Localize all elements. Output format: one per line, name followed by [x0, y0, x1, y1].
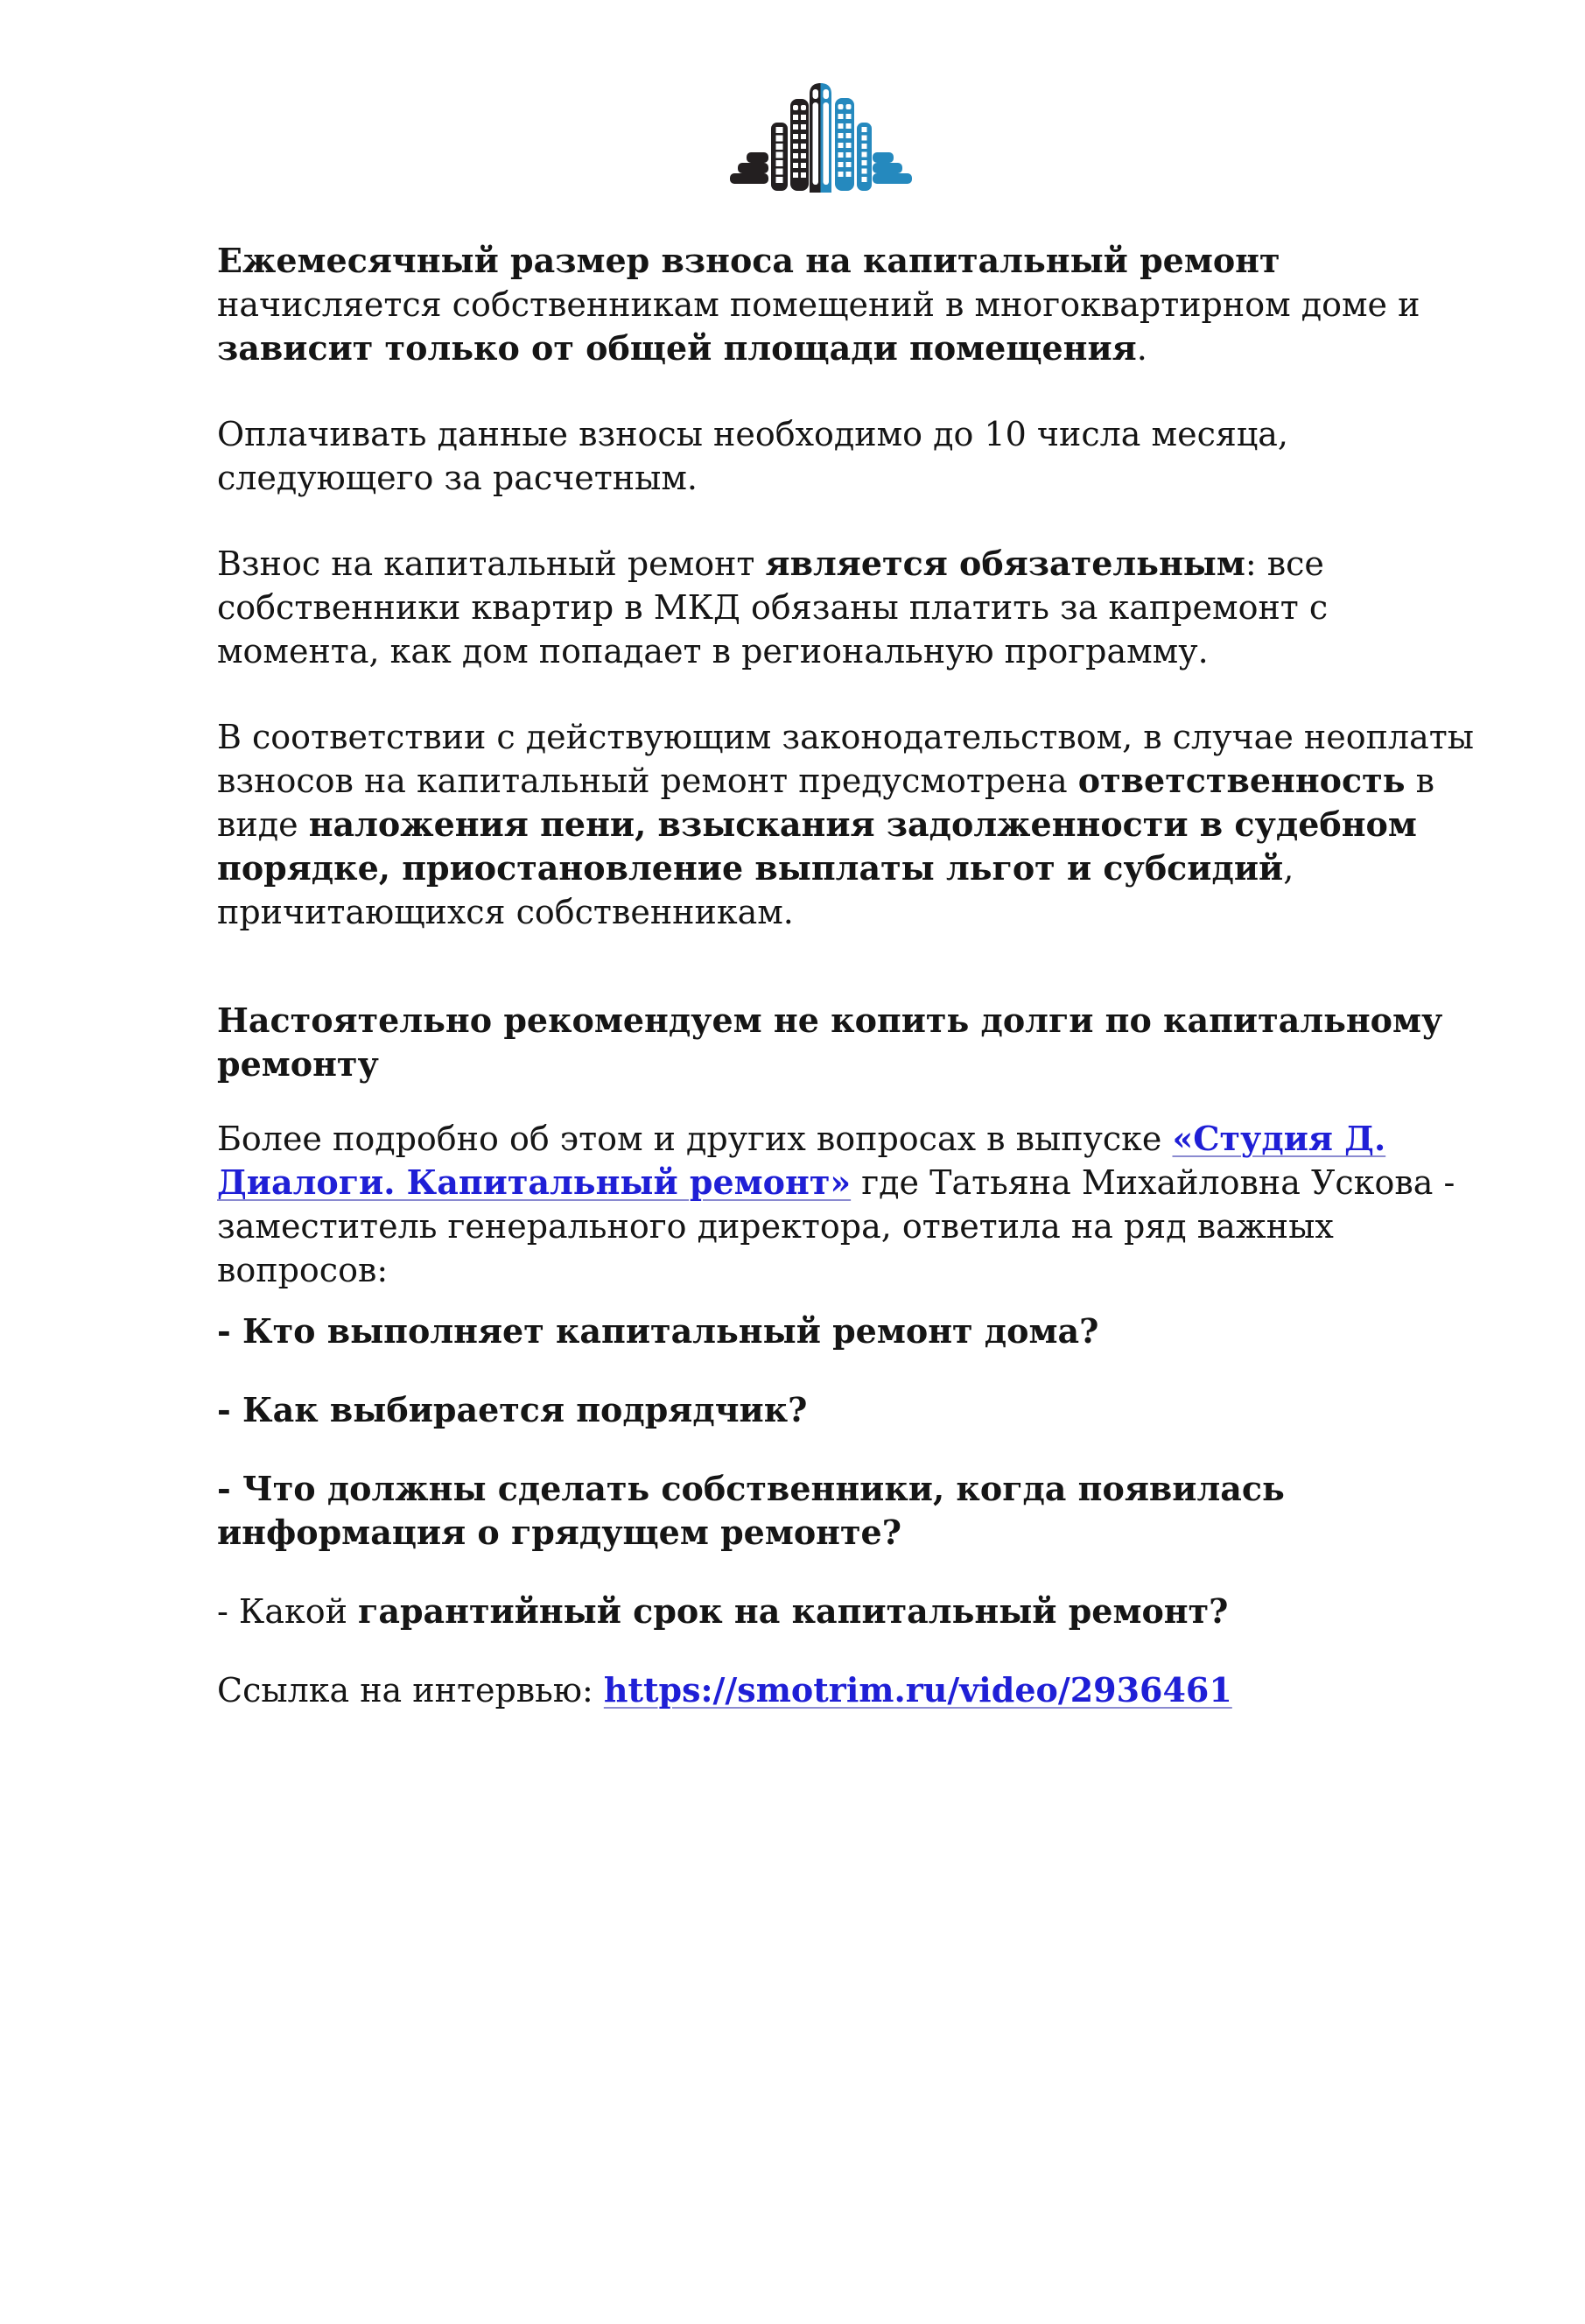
penalties-bold: наложения пени, взыскания задолженности в судебном порядке, приостановление выплаты льгот и субсидий: [217, 804, 1417, 888]
question-text: - Кто выполняет капитальный ремонт дома?: [217, 1311, 1099, 1351]
monthly-fee-text: начисляется собственникам помещений в многоквартирном доме и: [217, 285, 1420, 324]
area-dependency-bold: зависит только от общей площади помещения: [217, 328, 1137, 368]
question-text: - Что должны сделать собственники, когда появилась информация о грядущем ремонте?: [217, 1469, 1285, 1552]
buildings-logo-icon: [730, 83, 912, 193]
studio-d-link[interactable]: «Студия Д. Диалоги. Капитальный ремонт»: [217, 1119, 1386, 1202]
liability-mid-text: в виде: [217, 762, 1434, 844]
logo-black-buildings: [730, 83, 821, 193]
period-text: .: [1136, 329, 1147, 368]
question-lead-text: - Какой: [217, 1592, 359, 1631]
interview-intro-paragraph: [217, 1117, 1482, 1292]
document-body: [0, 239, 1482, 1712]
interview-tail-text: где Татьяна Михайловна Ускова - заместитель генерального директора, ответила на ряд важных вопросов:: [217, 1163, 1455, 1289]
link-label-text: Ссылка на интервью:: [217, 1671, 604, 1710]
law-lead-text: В соответствии с действующим законодательством, в случае неоплаты взносов на капитальный ремонт предусмотрена: [217, 718, 1474, 800]
question-text: - Как выбирается подрядчик?: [217, 1390, 808, 1429]
question-bold-text: гарантийный срок на капитальный ремонт?: [358, 1591, 1229, 1631]
liability-bold: ответственность: [1077, 761, 1406, 800]
interview-lead-text: Более подробно об этом и других вопросах в выпуске: [217, 1120, 1173, 1158]
question-item-contractor: [217, 1388, 1482, 1432]
fee-lead-text: Взнос на капитальный ремонт: [217, 544, 766, 583]
document-page: [0, 83, 1585, 2324]
mandatory-fee-paragraph: [217, 542, 1482, 673]
fee-tail-text: : все собственники квартир в МКД обязаны платить за капремонт с момента, как дом попадает в региональную программу.: [217, 544, 1329, 671]
smotrim-video-link[interactable]: https://smotrim.ru/video/2936461: [603, 1670, 1232, 1710]
payment-deadline-paragraph: [217, 412, 1482, 500]
mandatory-bold: является обязательным: [765, 544, 1245, 583]
payment-deadline-text: Оплачивать данные взносы необходимо до 10 числа месяца, следующего за расчетным.: [217, 415, 1288, 497]
question-item-owners: [217, 1467, 1482, 1555]
liability-tail-text: , причитающихся собственникам.: [217, 849, 1294, 931]
recommendation-heading: Настоятельно рекомендуем не копить долги по капитальному ремонту: [217, 1001, 1443, 1084]
interview-link-line: [217, 1668, 1482, 1712]
question-item-warranty: [217, 1590, 1482, 1633]
monthly-fee-bold-lead: Ежемесячный размер взноса на капитальный ремонт: [217, 241, 1280, 280]
buildings-logo: [730, 83, 912, 193]
monthly-fee-paragraph: [217, 239, 1482, 370]
liability-paragraph: [217, 715, 1482, 934]
question-item-who: [217, 1309, 1482, 1353]
